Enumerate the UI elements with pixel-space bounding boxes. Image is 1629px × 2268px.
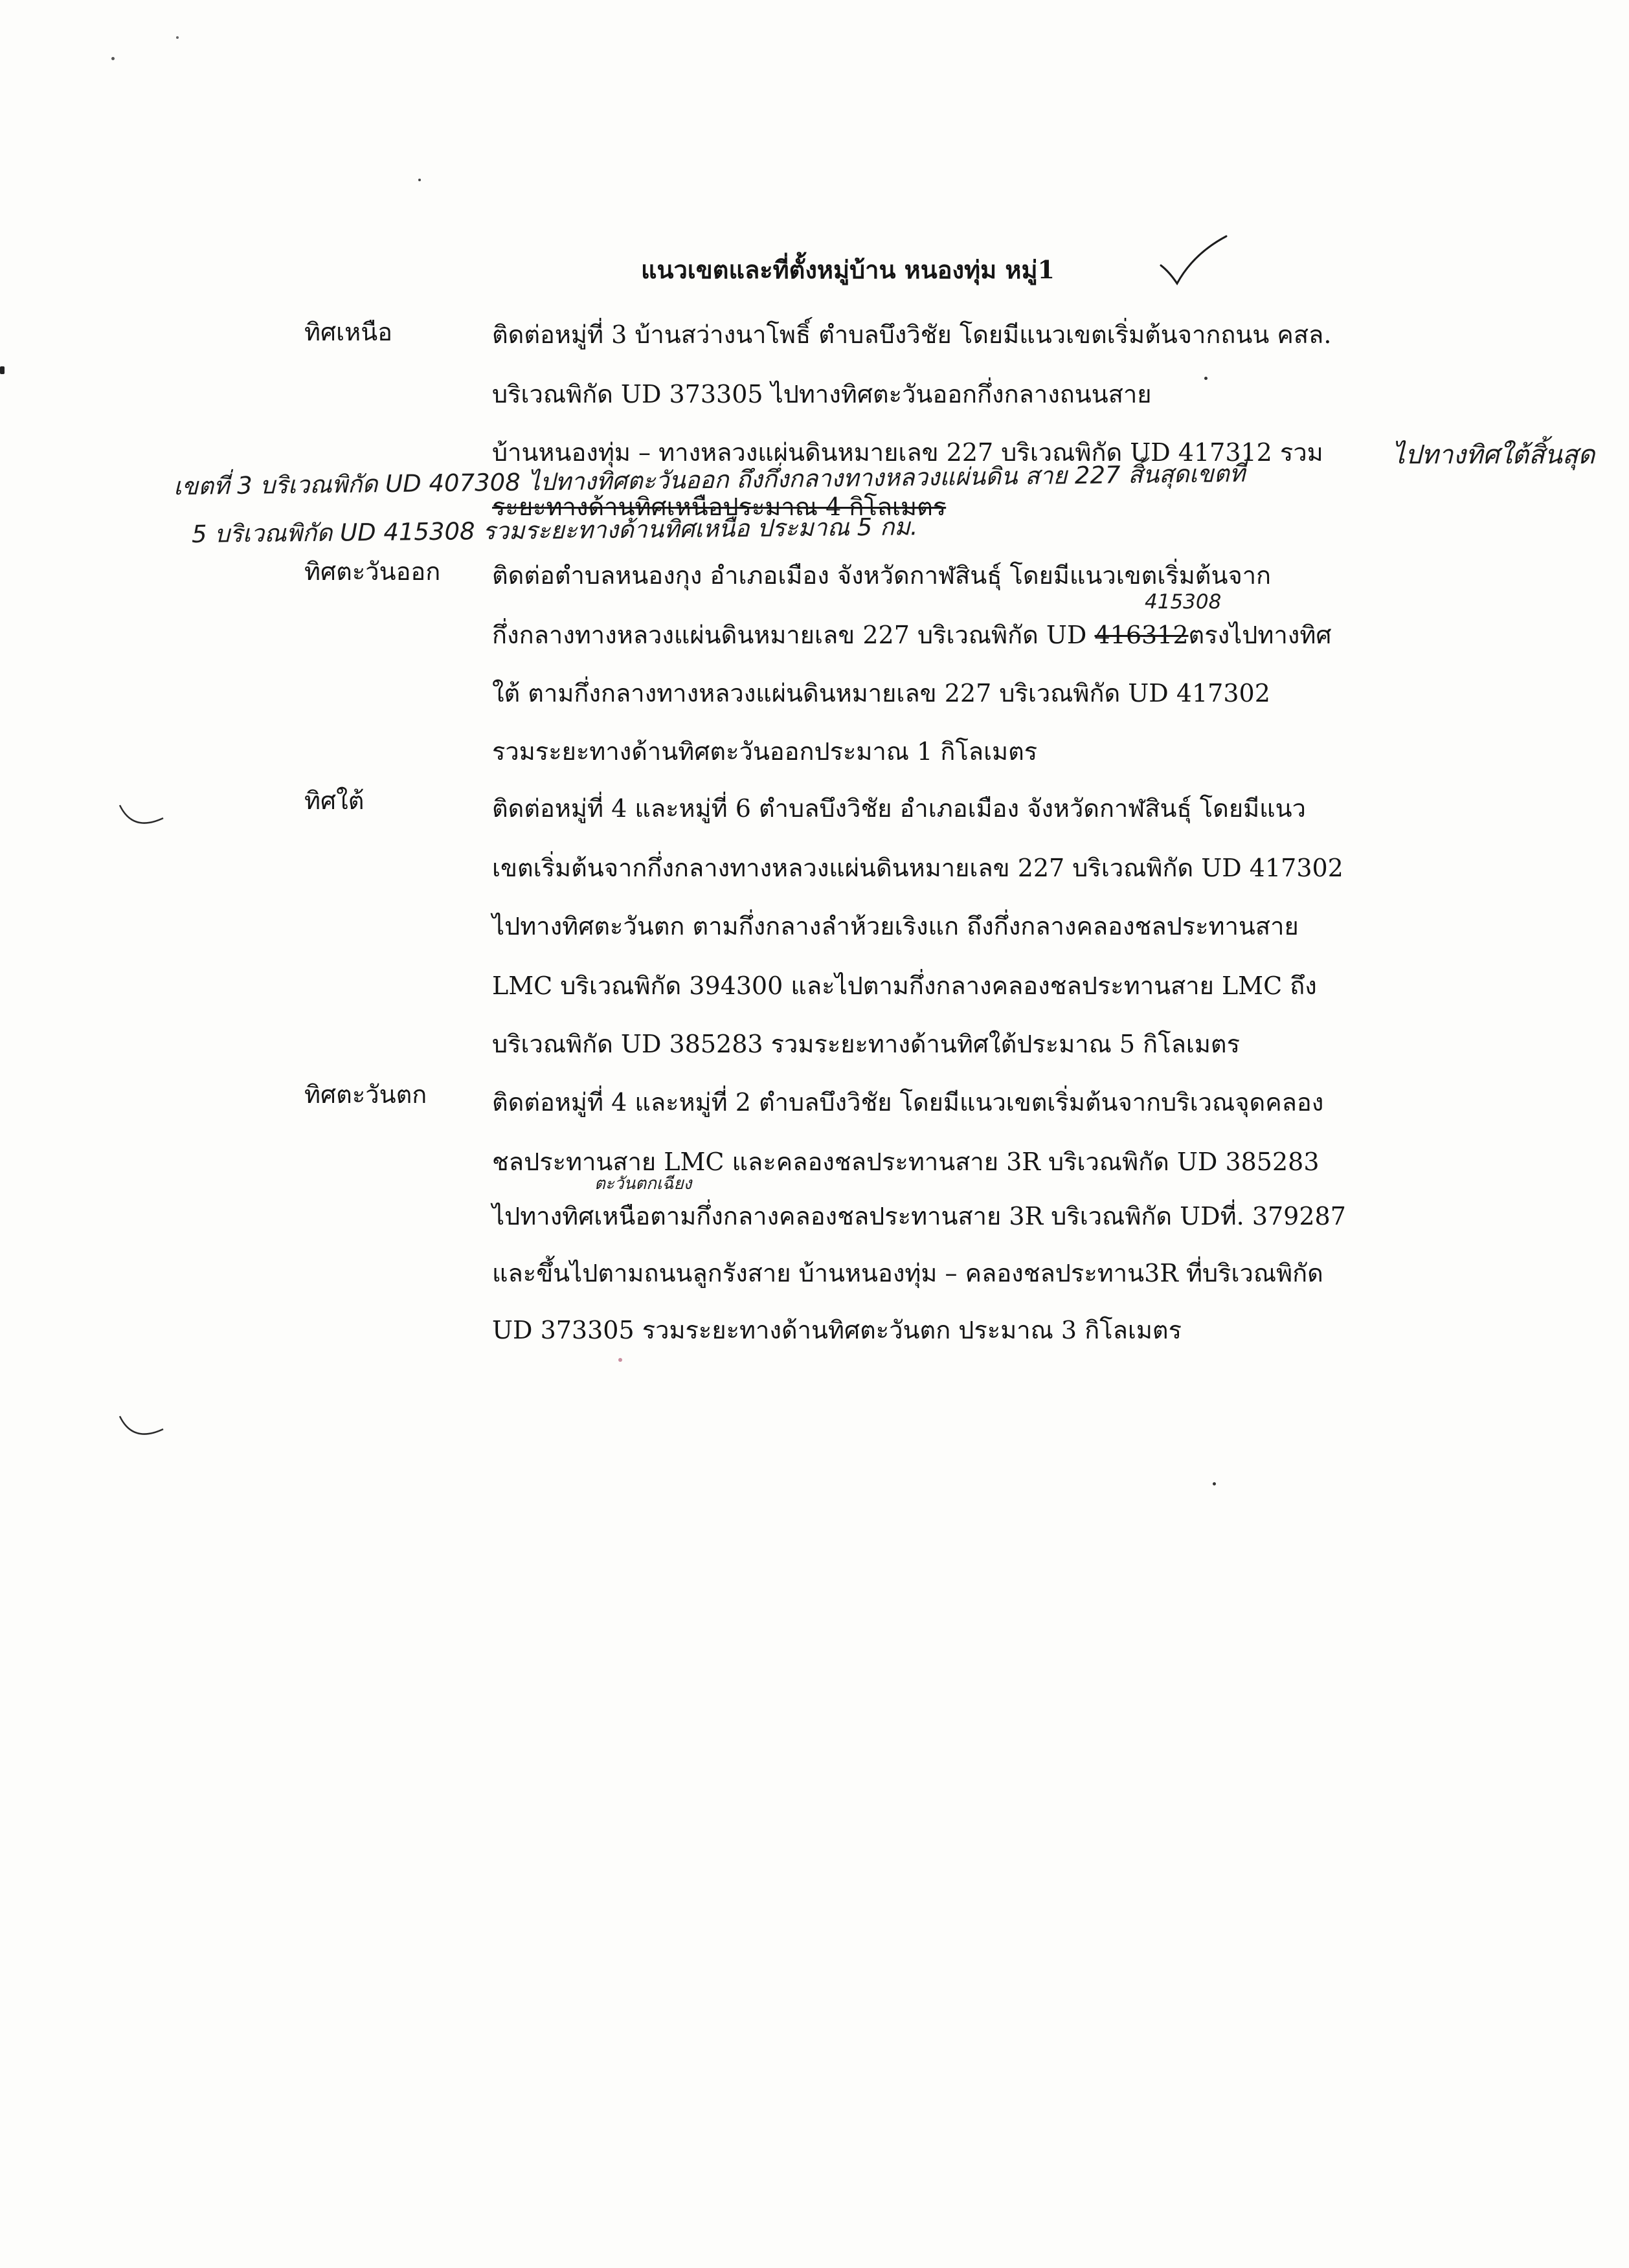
east-line-1: ติดต่อตำบลหนองกุง อำเภอเมือง จังหวัดกาฬสินธุ์ โดยมีแนวเขตเริ่มต้นจาก [492,561,1272,590]
scan-speck [618,1358,622,1362]
south-line-5: บริเวณพิกัด UD 385283 รวมระยะทางด้านทิศใต้ประมาณ 5 กิโลเมตร [492,1030,1241,1058]
south-line-4: LMC บริเวณพิกัด 394300 และไปตามกึ่งกลางคลองชลประทานสาย LMC ถึง [492,972,1317,1000]
west-line-4: และขึ้นไปตามถนนลูกรังสาย บ้านหนองทุ่ม – คลองชลประทาน3R ที่บริเวณพิกัด [492,1259,1323,1287]
west-line-5: UD 373305 รวมระยะทางด้านทิศตะวันตก ประมาณ 3 กิโลเมตร [492,1316,1182,1344]
handwritten-north-addition-2: เขตที่ 3 บริเวณพิกัด UD 407308 ไปทางทิศตะวันออก ถึงกึ่งกลางทางหลวงแผ่นดิน สาย 227 สิ้นสุดเขตที่ [173,459,1246,501]
north-line-2: บริเวณพิกัด UD 373305 ไปทางทิศตะวันออกกึ่งกลางถนนสาย [492,380,1152,408]
scan-speck [0,366,5,374]
west-line-3: ไปทางทิศเหนือตามกึ่งกลางคลองชลประทานสาย 3R บริเวณพิกัด UDที่. 379287 [492,1202,1346,1230]
north-line-1: ติดต่อหมู่ที่ 3 บ้านสว่างนาโพธิ์ ตำบลบึงวิชัย โดยมีแนวเขตเริ่มต้นจากถนน คสล. [492,320,1332,349]
south-line-2: เขตเริ่มต้นจากกึ่งกลางทางหลวงแผ่นดินหมายเลข 227 บริเวณพิกัด UD 417302 [492,854,1343,882]
handwritten-east-correction: 415308 [1145,590,1222,614]
west-line-1: ติดต่อหมู่ที่ 4 และหมู่ที่ 2 ตำบลบึงวิชัย โดยมีแนวเขตเริ่มต้นจากบริเวณจุดคลอง [492,1088,1324,1117]
north-line-4-struck: ระยะทางด้านทิศเหนือประมาณ 4 กิโลเมตร [492,493,947,521]
south-line-1: ติดต่อหมู่ที่ 4 และหมู่ที่ 6 ตำบลบึงวิชัย อำเภอเมือง จังหวัดกาฬสินธุ์ โดยมีแนว [492,794,1306,823]
south-line-3: ไปทางทิศตะวันตก ตามกึ่งกลางลำห้วยเริงแก ถึงกึ่งกลางคลองชลประทานสาย [492,912,1299,940]
east-line-2 [492,615,1332,654]
east-line-2-text: กึ่งกลางทางหลวงแผ่นดินหมายเลข 227 บริเวณพิกัด UD [492,621,1087,649]
scan-speck [111,57,115,60]
heading-east: ทิศตะวันออก [304,557,441,586]
north-line-3: บ้านหนองทุ่ม – ทางหลวงแผ่นดินหมายเลข 227 บริเวณพิกัด UD 417312 รวม [492,438,1323,467]
scan-speck [1213,1482,1216,1485]
east-line-4: รวมระยะทางด้านทิศตะวันออกประมาณ 1 กิโลเมตร [492,737,1038,766]
handwritten-north-addition-1: ไปทางทิศใต้สิ้นสุด [1392,440,1595,470]
check-mark-icon [1158,234,1229,286]
handwritten-north-addition-3: 5 บริเวณพิกัด UD 415308 รวมระยะทางด้านทิศเหนือ ประมาณ 5 กม. [191,513,918,548]
east-line-2-tail: ตรงไปทางทิศ [1188,621,1332,649]
document-title: แนวเขตและที่ตั้งหมู่บ้าน หนองทุ่ม หมู่1 [641,255,1055,284]
heading-north: ทิศเหนือ [304,318,393,346]
scan-speck [418,179,421,181]
punch-hole-mark [117,1411,168,1450]
handwritten-west-insert: ตะวันตกเฉียง [594,1174,692,1194]
east-line-3: ใต้ ตามกึ่งกลางทางหลวงแผ่นดินหมายเลข 227 บริเวณพิกัด UD 417302 [492,679,1270,707]
east-struck-coordinate: 416312 [1094,621,1189,649]
heading-west: ทิศตะวันตก [304,1080,427,1109]
scan-speck [1204,377,1208,380]
heading-south: ทิศใต้ [304,786,365,815]
west-line-2: ชลประทานสาย LMC และคลองชลประทานสาย 3R บริเวณพิกัด UD 385283 [492,1148,1320,1176]
scan-speck [176,36,179,39]
punch-hole-mark [117,800,168,839]
